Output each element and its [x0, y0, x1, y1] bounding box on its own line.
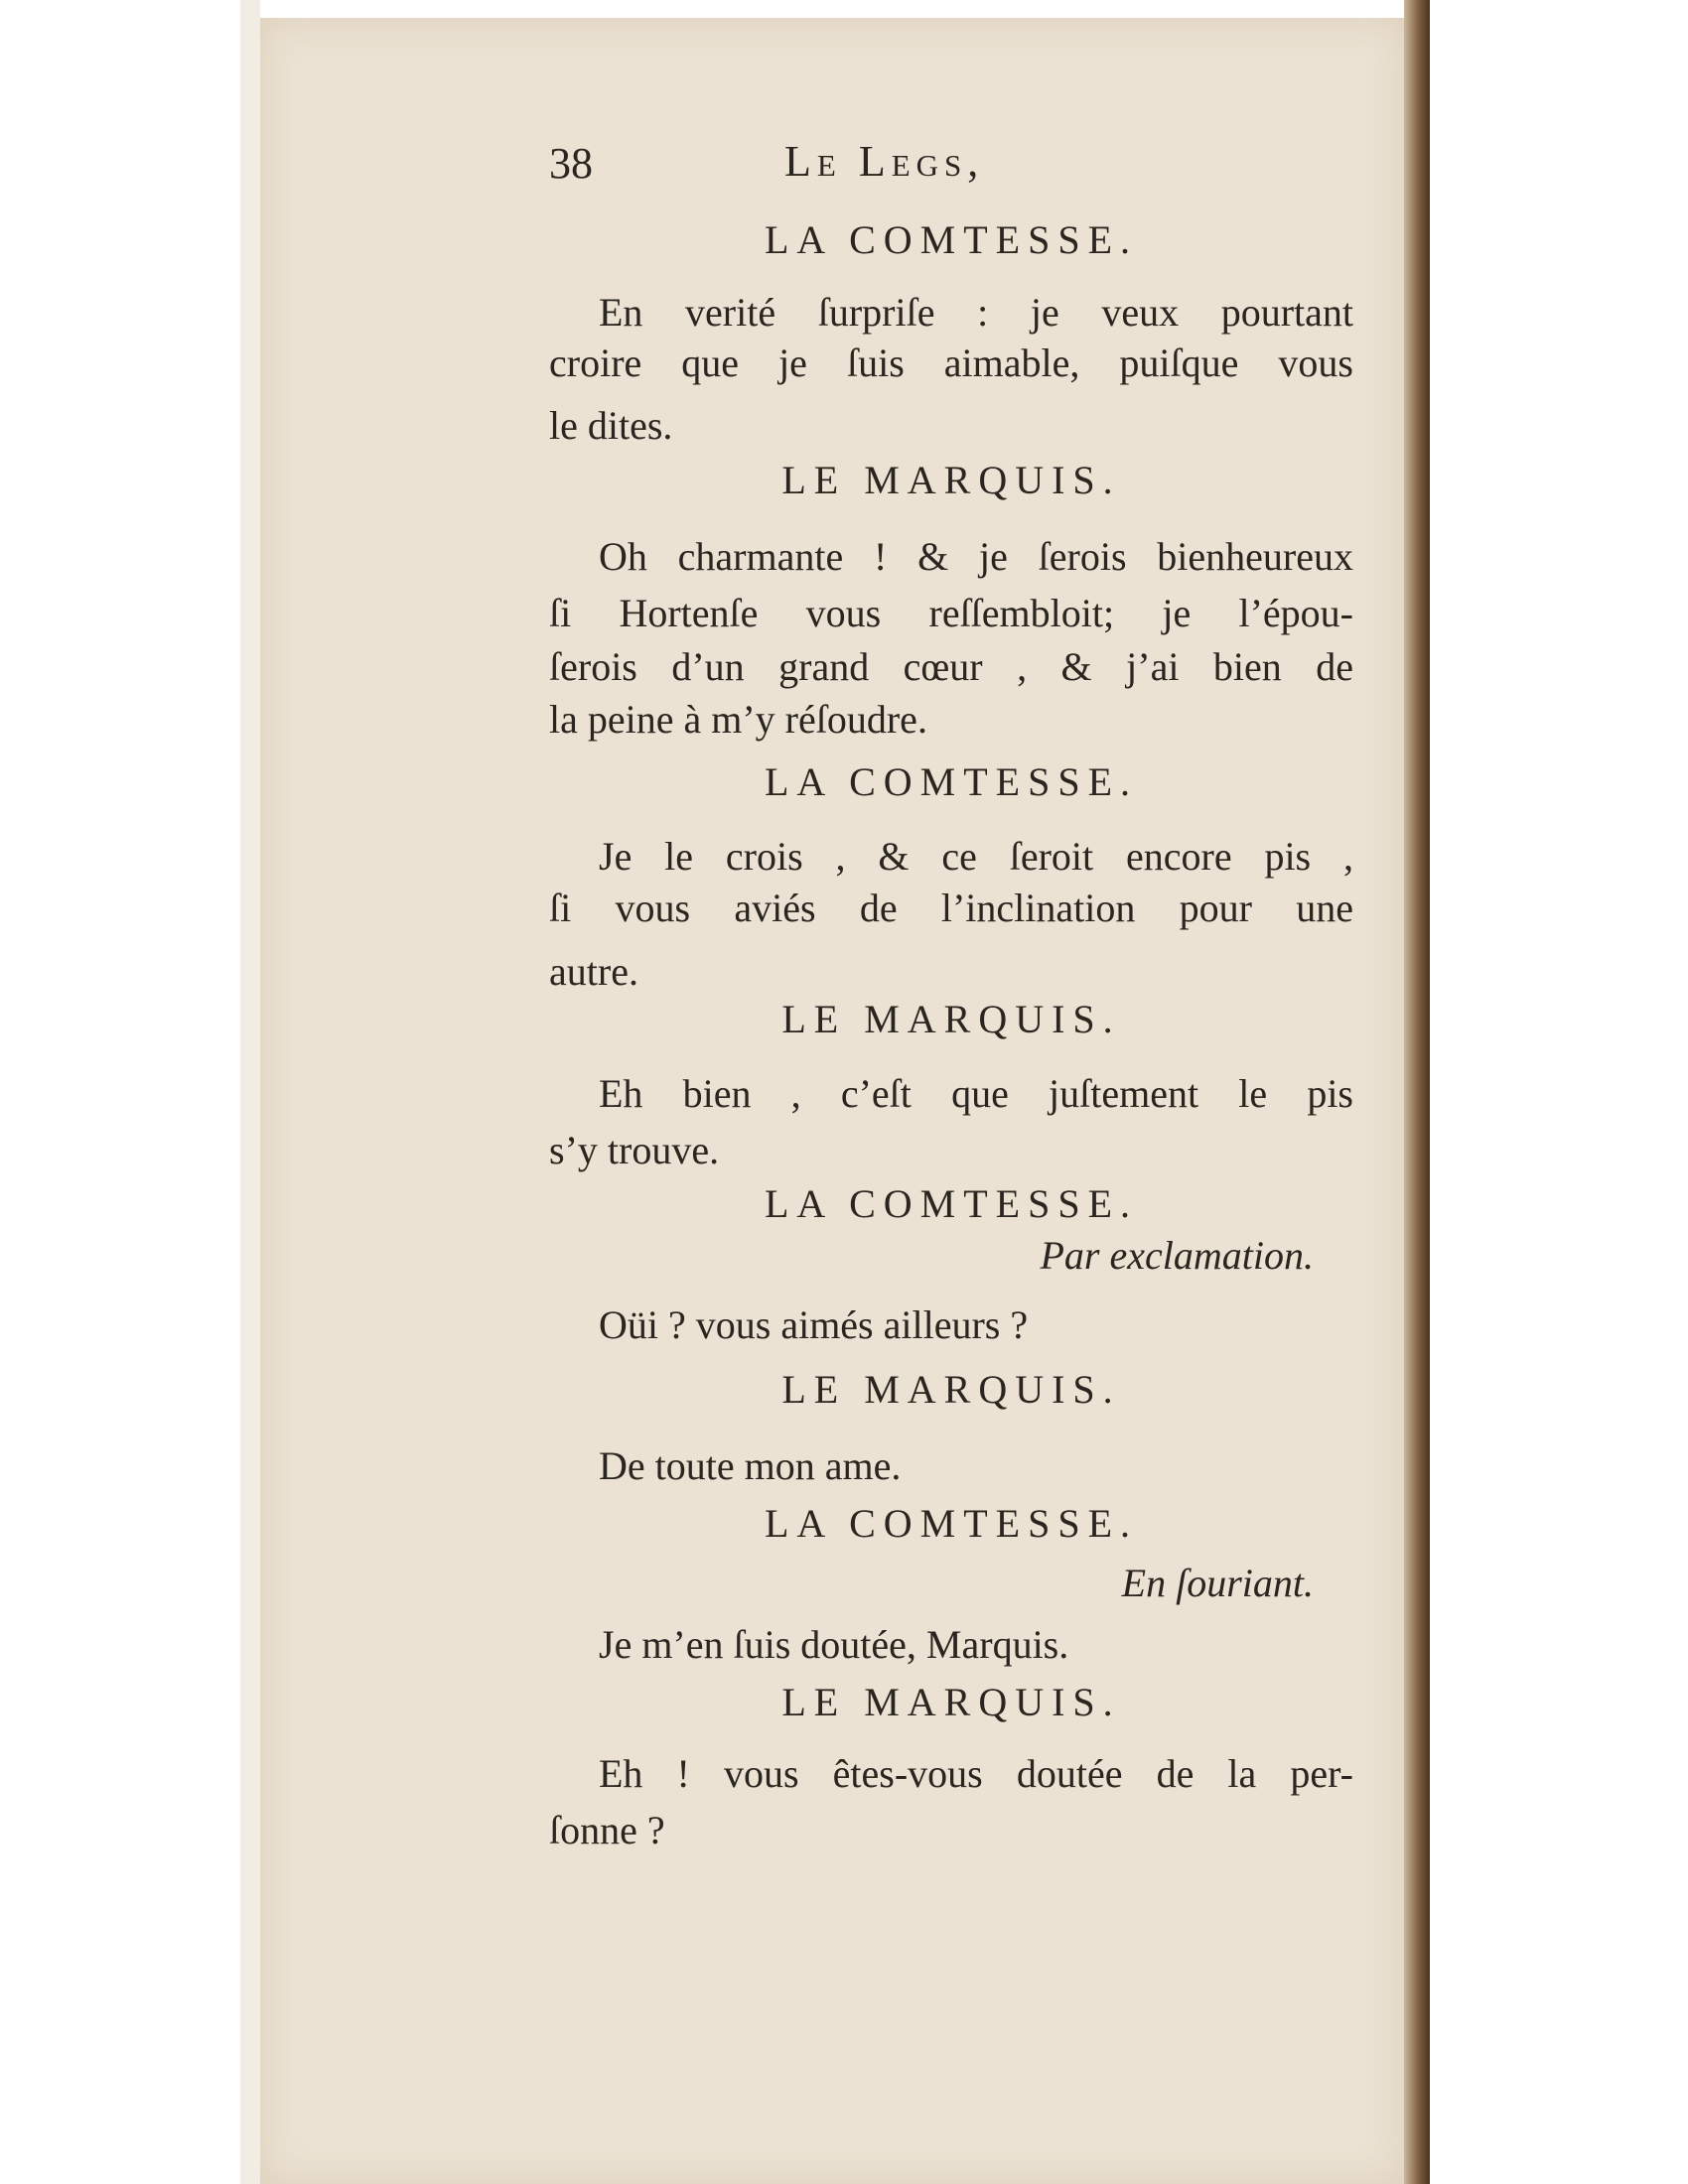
- speaker-name: LE MARQUIS.: [781, 458, 1121, 502]
- stage-direction: Par exclamation.: [1040, 1233, 1314, 1278]
- text-line: Je m’en ſuis doutée, Marquis.: [599, 1622, 1069, 1667]
- text-line: autre.: [549, 949, 638, 994]
- text-line: Eh ! vous êtes-vous doutée de la per-: [599, 1751, 1353, 1796]
- speaker-name: LA COMTESSE.: [764, 217, 1139, 262]
- running-title: Le Legs,: [784, 137, 985, 186]
- speaker-name: LE MARQUIS.: [781, 1367, 1121, 1412]
- text-line: la peine à m’y réſoudre.: [549, 697, 927, 742]
- text-line: De toute mon ame.: [599, 1443, 902, 1488]
- book-edge: [1404, 0, 1430, 2184]
- text-line: ſonne ?: [549, 1808, 665, 1852]
- page-number: 38: [549, 139, 593, 188]
- speaker-name: LA COMTESSE.: [764, 1501, 1139, 1546]
- speaker-name: LE MARQUIS.: [781, 1680, 1121, 1724]
- text-line: ſi Hortenſe vous reſſembloit; je l’épou-: [549, 591, 1353, 635]
- text-line: En verité ſurpriſe : je veux pourtant: [599, 290, 1353, 335]
- speaker-name: LE MARQUIS.: [781, 997, 1121, 1041]
- book-gutter: [240, 0, 260, 2184]
- text-line: s’y trouve.: [549, 1128, 720, 1172]
- text-line: Oüi ? vous aimés ailleurs ?: [599, 1302, 1029, 1347]
- text-line: le dites.: [549, 403, 673, 448]
- text-line: ſi vous aviés de l’inclination pour une: [549, 886, 1353, 930]
- stage-direction: En ſouriant.: [1121, 1561, 1314, 1605]
- speaker-name: LA COMTESSE.: [764, 1181, 1139, 1226]
- text-line: ſerois d’un grand cœur , & j’ai bien de: [549, 644, 1353, 689]
- speaker-name: LA COMTESSE.: [764, 759, 1139, 804]
- text-line: croire que je ſuis aimable, puiſque vous: [549, 341, 1353, 385]
- text-line: Eh bien , c’eſt que juſtement le pis: [599, 1071, 1353, 1116]
- text-line: Je le crois , & ce ſeroit encore pis ,: [599, 834, 1353, 879]
- text-line: Oh charmante ! & je ſerois bienheureux: [599, 534, 1353, 579]
